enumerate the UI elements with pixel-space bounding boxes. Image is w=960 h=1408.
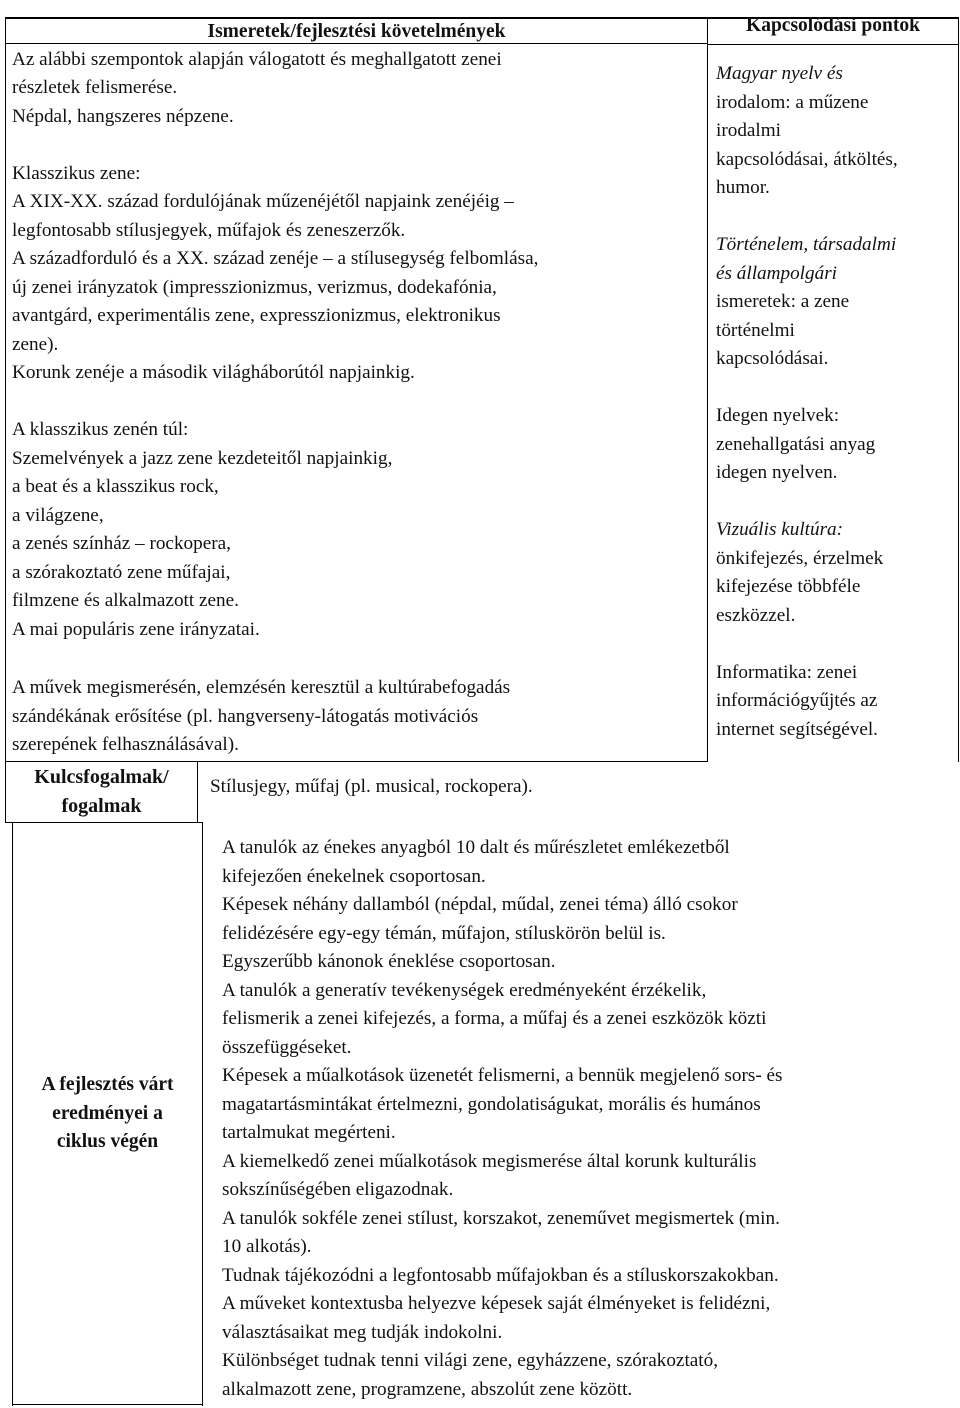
content-line: a beat és a klasszikus rock,: [12, 476, 219, 497]
connection-line: irodalmi: [716, 120, 782, 141]
content-line: a világzene,: [12, 505, 104, 526]
content-line: szándékának erősítése (pl. hangverseny-látogatás motivációs: [12, 706, 479, 727]
connection-subject-hungarian: Magyar nyelv és: [716, 63, 843, 84]
outcomes-top-line: [5, 822, 203, 823]
connection-line: eszközzel.: [716, 605, 796, 626]
connection-subject-history: Történelem, társadalmi: [716, 234, 897, 255]
outcome-line: 10 alkotás).: [222, 1236, 312, 1257]
outcome-line: A műveket kontextusba helyezve képesek saját élményeket is felidézni,: [222, 1293, 771, 1314]
connection-subject-visual: Vizuális kultúra:: [716, 519, 844, 540]
outcome-line: A tanulók az énekes anyagból 10 dalt és műrészletet emlékezetből: [222, 837, 730, 858]
content-line: zene).: [12, 334, 59, 355]
connection-line: irodalom: a műzene: [716, 92, 869, 113]
connection-line: zenehallgatási anyag: [716, 434, 876, 455]
connection-line: idegen nyelven.: [716, 462, 838, 483]
connection-line: információgyűjtés az: [716, 690, 878, 711]
header-separator-right: [708, 44, 959, 45]
connection-line: önkifejezés, érzelmek: [716, 548, 884, 569]
outcomes-label-divider: [202, 822, 203, 1406]
outcomes-bottom-line: [12, 1404, 203, 1405]
outcome-line: választásaikat meg tudják indokolni.: [222, 1322, 503, 1343]
outcomes-label-line: eredményei a: [52, 1102, 163, 1124]
content-line: szerepének felhasználásával).: [12, 734, 239, 755]
content-line: új zenei irányzatok (impresszionizmus, verizmus, dodekafónia,: [12, 277, 497, 298]
content-line: A századforduló és a XX. század zenéje – a stílusegység felbomlása,: [12, 248, 539, 269]
column-divider: [707, 17, 708, 762]
content-line: a szórakoztató zene műfajai,: [12, 562, 231, 583]
connection-line: ismeretek: a zene: [716, 291, 850, 312]
key-concepts-label-line: Kulcsfogalmak/: [34, 766, 169, 788]
outcomes-label: [13, 1071, 202, 1157]
content-line: filmzene és alkalmazott zene.: [12, 590, 239, 611]
outcome-line: Képesek néhány dallamból (népdal, műdal, zenei téma) álló csokor: [222, 894, 738, 915]
connection-line: kifejezése többféle: [716, 576, 861, 597]
header-connections: Kapcsolódási pontok: [746, 15, 920, 36]
outcomes-label-line: ciklus végén: [56, 1131, 159, 1152]
outcome-line: kifejezően énekelnek csoportosan.: [222, 866, 486, 887]
content-line: A mai populáris zene irányzatai.: [12, 619, 260, 640]
content-line: részletek felismerése.: [12, 77, 178, 98]
content-line: A XIX-XX. század fordulójának műzenéjétől napjaink zenéjéig –: [12, 191, 514, 212]
connection-line: történelmi: [716, 320, 795, 341]
content-line: legfontosabb stílusjegyek, műfajok és zeneszerzők.: [12, 220, 406, 241]
outcome-line: Tudnak tájékozódni a legfontosabb műfajokban és a stíluskorszakokban.: [222, 1265, 779, 1286]
content-line: Szemelvények a jazz zene kezdeteitől napjainkig,: [12, 448, 393, 469]
key-concepts-label-line: fogalmak: [61, 794, 142, 817]
content-line: a zenés színház – rockopera,: [12, 533, 231, 554]
right-border: [958, 17, 959, 762]
content-line: Korunk zenéje a második világháborútól napjainkig.: [12, 362, 415, 383]
outcome-line: felismerik a zenei kifejezés, a forma, a műfaj és a zenei eszközök közti: [222, 1008, 767, 1029]
connection-line: kapcsolódásai.: [716, 348, 829, 369]
outcome-line: Különbséget tudnak tenni világi zene, egyházzene, szórakoztató,: [222, 1350, 719, 1371]
content-line: Klasszikus zene:: [12, 163, 141, 184]
outcomes-label-line: A fejlesztés várt: [41, 1074, 174, 1095]
key-concepts-value: Stílusjegy, műfaj (pl. musical, rockopera).: [210, 776, 533, 797]
key-concepts-label-divider: [197, 761, 198, 822]
content-line: A művek megismerésén, elemzésén keresztül a kultúrabefogadás: [12, 677, 511, 698]
content-line: A klasszikus zenén túl:: [12, 419, 189, 440]
left-border-upper: [5, 17, 6, 822]
outcome-line: A tanulók a generatív tevékenységek eredményeként érzékelik,: [222, 980, 707, 1001]
outcome-line: A tanulók sokféle zenei stílust, korszakot, zeneművet megismertek (min.: [222, 1208, 780, 1229]
outcome-line: magatartásmintákat értelmezni, gondolatiságukat, morális és humános: [222, 1094, 761, 1115]
connection-line: internet segítségével.: [716, 719, 878, 740]
outcome-line: Egyszerűbb kánonok éneklése csoportosan.: [222, 951, 556, 972]
key-concepts-top-line: [5, 761, 708, 762]
connection-subject-history: és állampolgári: [716, 263, 837, 284]
header-requirements: Ismeretek/fejlesztési követelmények: [207, 21, 506, 42]
outcome-line: sokszínűségében eligazodnak.: [222, 1179, 454, 1200]
connection-line: Idegen nyelvek:: [716, 405, 840, 426]
outcome-line: összefüggéseket.: [222, 1037, 352, 1058]
outcome-line: A kiemelkedő zenei műalkotások megismerése által korunk kulturális: [222, 1151, 757, 1172]
content-line: avantgárd, experimentális zene, expresszionizmus, elektronikus: [12, 305, 501, 326]
outcome-line: Képesek a műalkotások üzenetét felismerni, a bennük megjelenő sors- és: [222, 1065, 783, 1086]
connection-line: kapcsolódásai, átköltés,: [716, 149, 898, 170]
key-concepts-label: [6, 763, 197, 820]
connection-line: Informatika: zenei: [716, 662, 858, 683]
outcome-line: alkalmazott zene, programzene, abszolút zene között.: [222, 1379, 633, 1400]
content-line: Népdal, hangszeres népzene.: [12, 106, 234, 127]
connection-line: humor.: [716, 177, 770, 198]
outcome-line: tartalmukat megérteni.: [222, 1122, 396, 1143]
outcome-line: felidézésére egy-egy témán, műfajon, stíluskörön belül is.: [222, 923, 666, 944]
content-line: Az alábbi szempontok alapján válogatott és meghallgatott zenei: [12, 49, 502, 70]
